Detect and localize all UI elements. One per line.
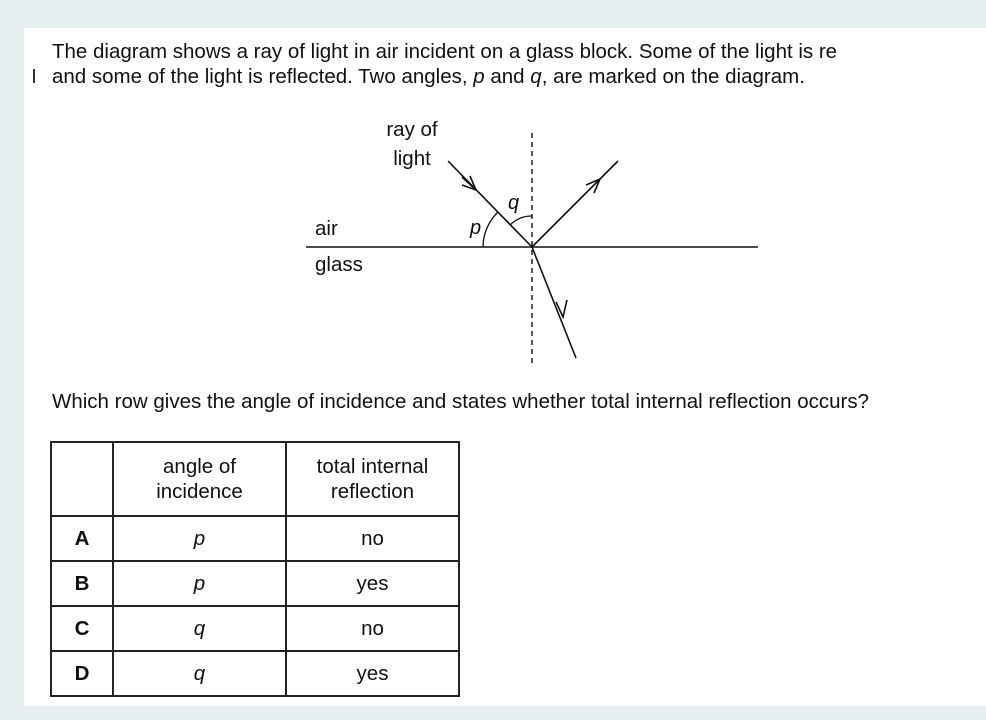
question-line-1: The diagram shows a ray of light in air incident on a glass block. Some of the light is re: [52, 40, 838, 63]
angle-p-label: p: [470, 217, 482, 239]
question-line-2-start: and some of the light is reflected. Two angles,: [52, 65, 474, 88]
option-label: B: [51, 561, 113, 606]
angle-q-ref: q: [530, 65, 542, 88]
tir-cell: yes: [286, 561, 459, 606]
header-angle-line-1: angle of: [163, 455, 236, 478]
question-line-2-mid: and: [484, 65, 531, 88]
reflected-ray: [532, 161, 618, 247]
question-line-2-end: , are marked on the diagram.: [541, 65, 805, 88]
table-row: [51, 561, 459, 606]
header-tir-line-2: reflection: [330, 480, 415, 503]
incident-ray: [448, 161, 532, 247]
question-prompt: Which row gives the angle of incidence and states whether total internal reflection occurs?: [52, 390, 870, 413]
tir-cell: no: [286, 606, 459, 651]
incident-ray-arrow: [462, 176, 476, 190]
angle-q-arc: [510, 216, 532, 225]
angle-cell: q: [113, 606, 286, 651]
air-label: air: [315, 217, 338, 240]
option-label: C: [51, 606, 113, 651]
refraction-diagram: [24, 28, 986, 388]
table-row: [51, 606, 459, 651]
tir-cell: no: [286, 516, 459, 561]
ray-label-line-2: light: [393, 147, 431, 170]
header-tir-line-1: total internal: [316, 455, 429, 478]
table-row: [51, 516, 459, 561]
option-label: D: [51, 651, 113, 696]
angle-cell: p: [113, 561, 286, 606]
refracted-ray: [532, 247, 576, 358]
question-page: [24, 28, 986, 706]
glass-label: glass: [315, 253, 363, 276]
angle-p-arc: [483, 213, 498, 248]
angle-q-label: q: [508, 192, 520, 214]
header-blank-cell: [51, 442, 113, 516]
header-total-internal-reflection: [286, 442, 459, 516]
table-header-row: [51, 442, 459, 516]
option-label: A: [51, 516, 113, 561]
table-row: [51, 651, 459, 696]
ray-label-line-1: ray of: [386, 118, 438, 141]
refracted-ray-arrow: [556, 300, 567, 317]
answer-table: [50, 441, 460, 697]
header-angle-of-incidence: [113, 442, 286, 516]
tir-cell: yes: [286, 651, 459, 696]
angle-p-ref: p: [473, 65, 485, 88]
header-angle-line-2: incidence: [156, 480, 243, 503]
angle-cell: q: [113, 651, 286, 696]
angle-cell: p: [113, 516, 286, 561]
